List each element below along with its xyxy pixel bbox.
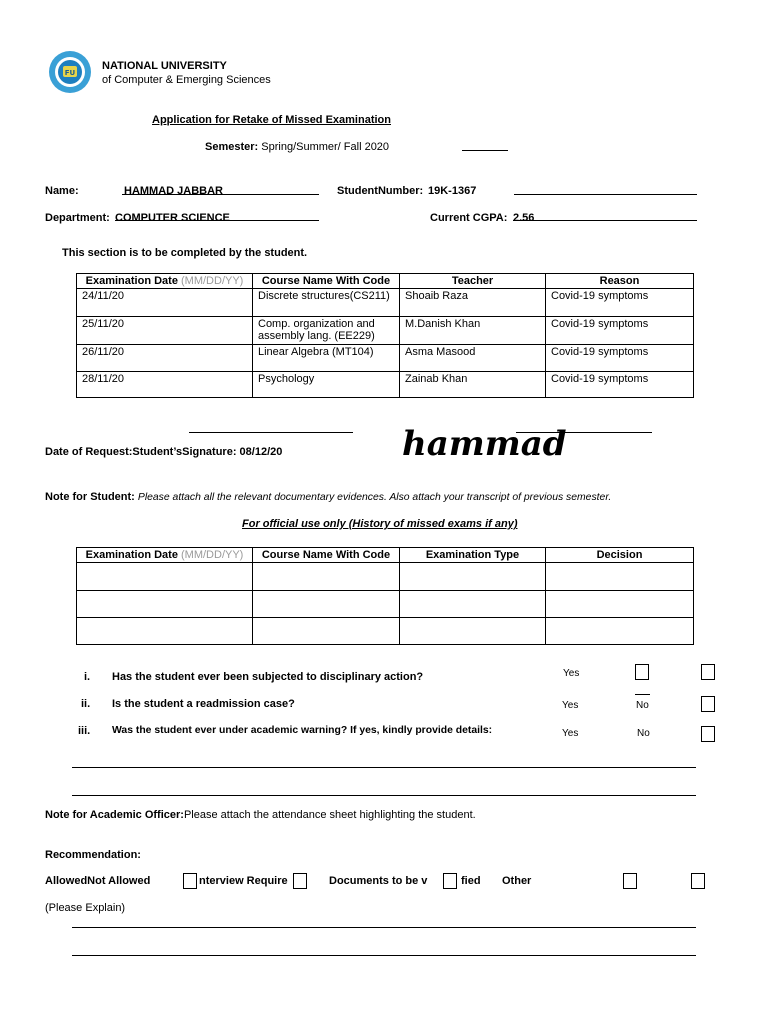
question-text: Was the student ever under academic warning? If yes, kindly provide details: (112, 725, 493, 736)
note-for-officer (45, 809, 476, 821)
cell-course[interactable]: Comp. organization and assembly lang. (EE229) (253, 317, 400, 345)
no-checkbox[interactable] (701, 664, 715, 680)
cell-reason[interactable]: Covid-19 symptoms (546, 289, 694, 317)
cell-empty[interactable] (546, 591, 694, 618)
table-row (77, 618, 694, 645)
other-checkbox[interactable] (691, 873, 705, 889)
table-row (77, 372, 694, 398)
yes-label: Yes (562, 728, 579, 739)
table-header-row (77, 548, 694, 563)
cgpa-underline (513, 220, 697, 221)
semester-underline (462, 150, 508, 151)
header-decision: Decision (546, 548, 694, 563)
semester-value: Spring/Summer/ Fall 2020 (261, 141, 390, 153)
allowed-checkbox[interactable] (183, 873, 197, 889)
not-allowed-checkbox[interactable] (293, 873, 307, 889)
cell-course[interactable]: Psychology (253, 372, 400, 398)
cell-course[interactable]: Linear Algebra (MT104) (253, 345, 400, 372)
note-officer-label: Note for Academic Officer: (45, 809, 184, 821)
cell-empty[interactable] (253, 591, 400, 618)
header-reason: Reason (546, 274, 694, 289)
cell-teacher[interactable]: Shoaib Raza (400, 289, 546, 317)
cell-empty[interactable] (253, 618, 400, 645)
request-date-label: Date of Request:Student’sSignature: 08/12/20 (45, 446, 283, 458)
student-signature: hammad (402, 424, 567, 464)
student-number-label: StudentNumber: (337, 185, 424, 197)
cell-date[interactable]: 24/11/20 (77, 289, 253, 317)
cell-course[interactable]: Discrete structures(CS211) (253, 289, 400, 317)
explain-line[interactable] (72, 927, 696, 928)
cell-date[interactable]: 26/11/20 (77, 345, 253, 372)
svg-text:FU: FU (64, 69, 76, 77)
cell-reason[interactable]: Covid-19 symptoms (546, 317, 694, 345)
table-row (77, 563, 694, 591)
yes-checkbox[interactable] (635, 664, 649, 680)
no-label: No (636, 700, 649, 711)
missed-exam-table (76, 273, 694, 398)
cell-empty[interactable] (253, 563, 400, 591)
question-number: iii. (78, 725, 91, 737)
header-teacher: Teacher (400, 274, 546, 289)
student-section-title: This section is to be completed by the student. (62, 247, 308, 259)
university-logo (48, 50, 92, 94)
question-number: ii. (81, 698, 91, 710)
no-label: No (637, 728, 650, 739)
other-label: Other (502, 875, 532, 887)
documents-checkbox[interactable] (623, 873, 637, 889)
semester-line (205, 141, 389, 153)
yes-label: Yes (563, 668, 580, 679)
table-row (77, 289, 694, 317)
official-history-table (76, 547, 694, 645)
table-header-row (77, 274, 694, 289)
cgpa-value[interactable]: 2.56 (513, 212, 535, 224)
table-row (77, 345, 694, 372)
department-label: Department: (45, 212, 110, 224)
documents-label-end: fied (461, 875, 481, 887)
cell-empty[interactable] (546, 563, 694, 591)
cell-date[interactable]: 28/11/20 (77, 372, 253, 398)
recommendation-options (45, 875, 150, 887)
interview-checkbox[interactable] (443, 873, 457, 889)
no-checkbox[interactable] (701, 726, 715, 742)
cgpa-label: Current CGPA: (430, 212, 508, 224)
request-date-line (189, 432, 353, 433)
question-text: Is the student a readmission case? (112, 698, 295, 710)
cell-empty[interactable] (400, 591, 546, 618)
cell-empty[interactable] (77, 618, 253, 645)
explain-line[interactable] (72, 955, 696, 956)
cell-reason[interactable]: Covid-19 symptoms (546, 372, 694, 398)
details-line[interactable] (72, 795, 696, 796)
student-number-value[interactable]: 19K-1367 (428, 185, 477, 197)
table-row (77, 317, 694, 345)
university-subtitle: of Computer & Emerging Sciences (102, 74, 271, 86)
cell-empty[interactable] (77, 591, 253, 618)
official-use-title: For official use only (History of missed exams if any) (242, 518, 518, 530)
documents-label: Documents to be v (329, 875, 428, 887)
name-underline (122, 194, 319, 195)
department-value[interactable]: COMPUTER SCIENCE (115, 212, 230, 224)
header-exam-date: Examination Date (MM/DD/YY) (77, 548, 253, 563)
cell-empty[interactable] (400, 618, 546, 645)
please-explain-label: (Please Explain) (45, 902, 126, 914)
note-student-label: Note for Student: (45, 491, 135, 503)
no-divider (635, 694, 650, 695)
cell-empty[interactable] (546, 618, 694, 645)
cell-date[interactable]: 25/11/20 (77, 317, 253, 345)
university-name: NATIONAL UNIVERSITY (102, 60, 227, 72)
details-line[interactable] (72, 767, 696, 768)
form-title: Application for Retake of Missed Examination (152, 114, 391, 126)
allowed-label: Allowed (45, 875, 88, 887)
header-exam-date: Examination Date (MM/DD/YY) (77, 274, 253, 289)
note-for-student (45, 491, 611, 503)
note-officer-text: Please attach the attendance sheet highlighting the student. (183, 809, 476, 821)
header-course: Course Name With Code (253, 274, 400, 289)
no-checkbox[interactable] (701, 696, 715, 712)
yes-label: Yes (562, 700, 579, 711)
header-course: Course Name With Code (253, 548, 400, 563)
header-exam-type: Examination Type (400, 548, 546, 563)
student-number-underline (514, 194, 697, 195)
table-row (77, 591, 694, 618)
interview-label: nterview Require (199, 875, 288, 887)
recommendation-label: Recommendation: (45, 849, 141, 861)
cell-teacher[interactable]: Zainab Khan (400, 372, 546, 398)
not-allowed-label: Not Allowed (87, 875, 151, 887)
department-underline (115, 220, 319, 221)
cell-reason[interactable]: Covid-19 symptoms (546, 345, 694, 372)
name-label: Name: (45, 185, 79, 197)
cell-teacher[interactable]: Asma Masood (400, 345, 546, 372)
question-text: Has the student ever been subjected to disciplinary action? (112, 671, 424, 683)
note-student-text: Please attach all the relevant documentary evidences. Also attach your transcript of previous semester. (137, 492, 612, 503)
question-number: i. (84, 671, 91, 683)
cell-empty[interactable] (77, 563, 253, 591)
semester-label: Semester: (205, 141, 259, 153)
cell-teacher[interactable]: M.Danish Khan (400, 317, 546, 345)
name-value[interactable]: HAMMAD JABBAR (124, 185, 223, 197)
cell-empty[interactable] (400, 563, 546, 591)
